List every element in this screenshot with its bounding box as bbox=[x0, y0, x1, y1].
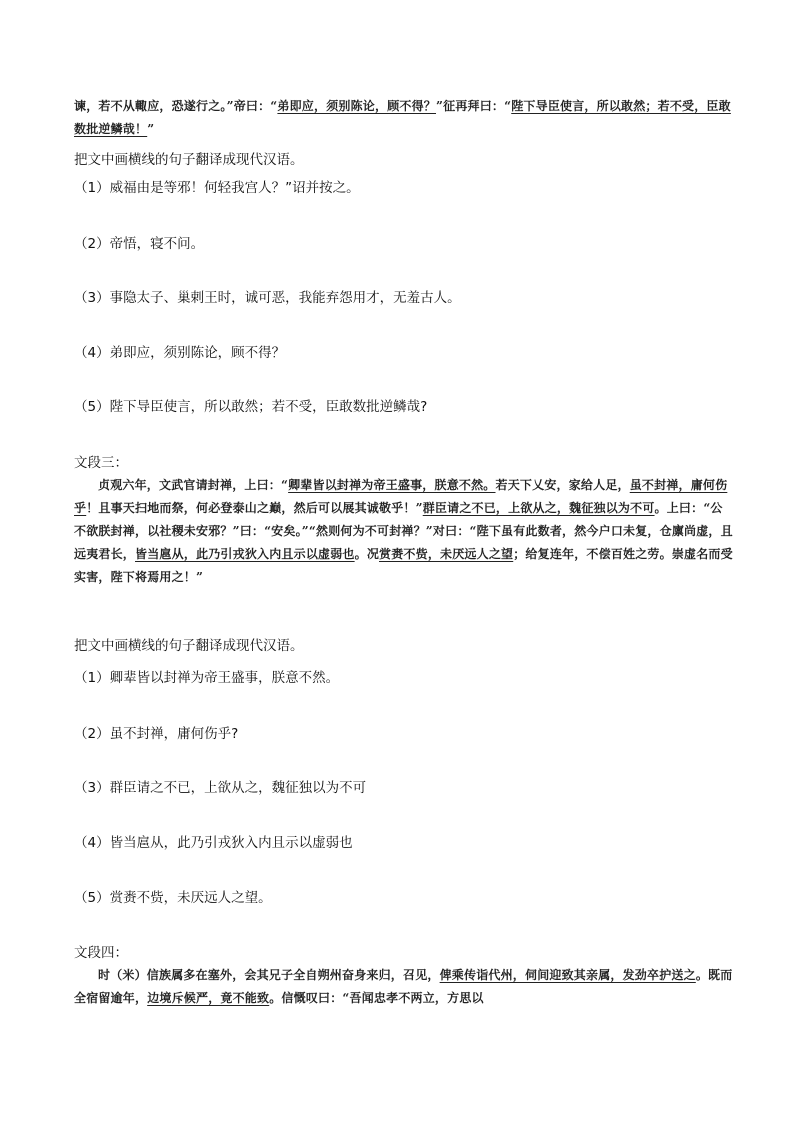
top-passage bbox=[74, 95, 734, 141]
question-2-1: （1）卿辈皆以封禅为帝王盛事，朕意不然。 bbox=[74, 670, 340, 686]
question-1-4: （4）弟即应，须别陈论，顾不得？ bbox=[74, 345, 286, 361]
underlined-sentence: 俾乘传诣代州，伺间迎致其亲属，发劲卒护送之 bbox=[439, 968, 696, 982]
underlined-sentence: 边境斥候严，竟不能致 bbox=[147, 991, 270, 1005]
instruction-2: 把文中画横线的句子翻译成现代汉语。 bbox=[74, 638, 304, 654]
underlined-sentence: 卿辈皆以封禅为帝王盛事，朕意不然。 bbox=[288, 478, 496, 492]
passage-text: 。信慨叹曰：“吾闻忠孝不两立，方思以 bbox=[269, 991, 484, 1005]
underlined-sentence: 皆当扈从，此乃引戎狄入内且示以虚弱也 bbox=[135, 547, 355, 561]
underlined-sentence: 虽不封禅，庸何伤乎 bbox=[74, 478, 728, 515]
underlined-sentence: 赏赉不赀，未厌远人之望 bbox=[379, 547, 514, 561]
underlined-sentence: 群臣请之不已，上欲从之，魏征独以为不可 bbox=[422, 501, 655, 515]
question-1-3: （3）事隐太子、巢剌王时，诚可恶，我能弃怨用才，无羞古人。 bbox=[74, 290, 461, 306]
section-3-passage bbox=[74, 474, 734, 589]
question-2-5: （5）赏赉不赀，未厌远人之望。 bbox=[74, 890, 272, 906]
passage-text: ”征再拜曰：“ bbox=[436, 99, 512, 113]
underlined-sentence: 陛下导臣使言，所以敢然；若不受，臣敢数批逆鳞哉！ bbox=[74, 99, 731, 136]
section-4-title: 文段四： bbox=[74, 945, 128, 961]
question-2-2: （2）虽不封禅，庸何伤乎? bbox=[74, 726, 239, 742]
passage-text: 。况 bbox=[354, 547, 380, 561]
question-1-1: （1）威福由是等邪！何轻我宫人？”诏并按之。 bbox=[74, 180, 360, 196]
question-1-5: （5）陛下导臣使言，所以敢然；若不受，臣敢数批逆鳞哉? bbox=[74, 399, 428, 415]
passage-text: ；给复连年，不偿百姓之劳。崇虚名而受实害，陛下将焉用之！” bbox=[74, 547, 733, 584]
passage-text: 贞观六年，文武官请封禅，上曰：“ bbox=[98, 478, 289, 492]
underlined-sentence: 弟即应，须别陈论，顾不得？ bbox=[277, 99, 437, 113]
passage-text: 。既而全宿留逾年， bbox=[74, 968, 733, 1005]
passage-text: ” bbox=[147, 122, 155, 136]
instruction-1: 把文中画横线的句子翻译成现代汉语。 bbox=[74, 152, 304, 168]
question-1-2: （2）帝悟，寝不问。 bbox=[74, 236, 205, 252]
passage-text: 若天下乂安，家给人足， bbox=[495, 478, 630, 492]
section-3-title: 文段三： bbox=[74, 455, 128, 471]
passage-text: 时（米）信族属多在塞外，会其兄子全自朔州奋身来归，召见， bbox=[98, 968, 440, 982]
passage-text: ！且事天扫地而祭，何必登泰山之巅，然后可以展其诚敬乎！” bbox=[86, 501, 423, 515]
question-2-3: （3）群臣请之不已，上欲从之，魏征独以为不可 bbox=[74, 780, 367, 796]
passage-text: 谏，若不从輙应，恐遂行之。”帝曰：“ bbox=[74, 99, 278, 113]
question-2-4: （4）皆当扈从，此乃引戎狄入内且示以虚弱也 bbox=[74, 835, 353, 851]
section-4-passage bbox=[74, 964, 734, 1010]
passage-text: 。上曰：“公不欲朕封禅，以社稷未安邪？”曰：“安矣。”“然则何为不可封禅？”对曰：“陛下虽有此数者，然今户口未复，仓廪尚虚，且远夷君长， bbox=[74, 501, 733, 561]
